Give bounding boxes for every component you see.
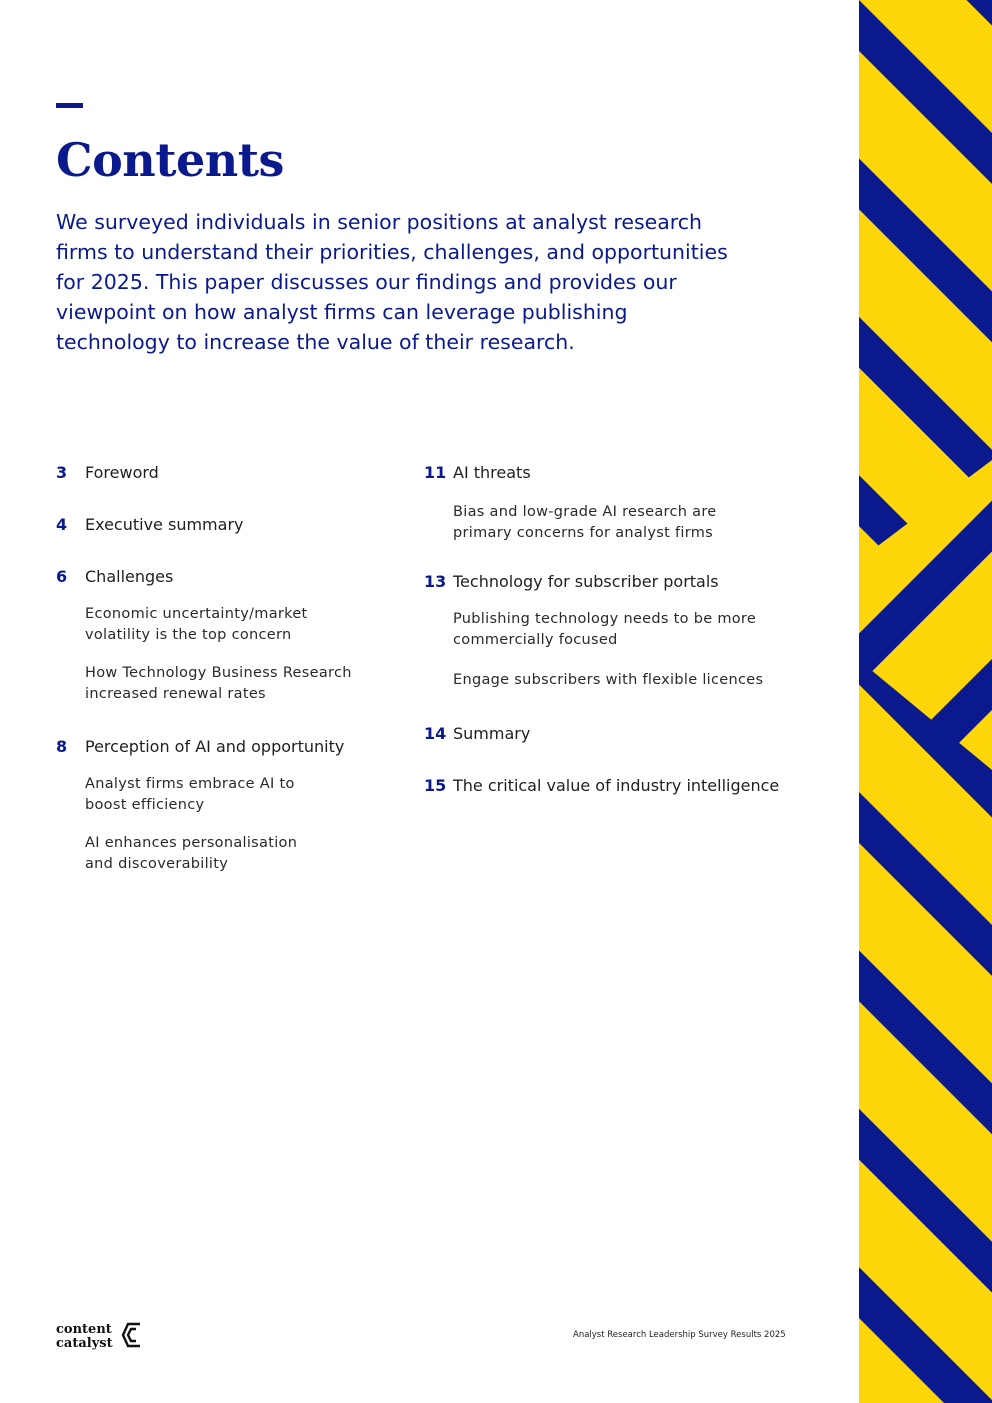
toc-subentry[interactable]: How Technology Business Research increased renewal rates: [85, 665, 352, 702]
toc-entry-label: Summary: [453, 723, 531, 743]
content-catalyst-logo: [56, 1320, 146, 1352]
toc-page-number: 6: [56, 567, 68, 586]
toc-subentry[interactable]: Engage subscribers with flexible licences: [453, 672, 764, 688]
decorative-stripe-pattern: [859, 0, 992, 1403]
toc-entry[interactable]: [56, 512, 386, 538]
logo-text-line1: content: [56, 1322, 112, 1337]
page-title: Contents: [56, 133, 284, 187]
toc-entry-label: The critical value of industry intelligence: [453, 775, 780, 795]
toc-entry[interactable]: [56, 564, 386, 704]
toc-entry-label: Technology for subscriber portals: [453, 572, 719, 591]
toc-entry[interactable]: [424, 569, 814, 691]
toc-page-number: 4: [56, 515, 68, 534]
logo-text-line2: catalyst: [56, 1336, 113, 1351]
toc-page-number: 11: [424, 463, 447, 482]
toc-entry-label: Executive summary: [85, 515, 244, 534]
toc-page-number: 15: [424, 775, 447, 795]
toc-entry-label: Foreword: [85, 463, 159, 482]
toc-column-right: [424, 460, 814, 799]
toc-page-number: 3: [56, 463, 68, 482]
footer-publication-title: Analyst Research Leadership Survey Results 2025: [573, 1330, 786, 1340]
toc-subentry[interactable]: AI enhances personalisation and discoverability: [85, 835, 298, 872]
toc-subentry[interactable]: Bias and low-grade AI research are primary concerns for analyst firms: [453, 504, 717, 541]
toc-entry-label: Perception of AI and opportunity: [85, 737, 345, 756]
toc-entry[interactable]: [56, 460, 386, 486]
toc-entry[interactable]: [424, 721, 814, 747]
title-accent-bar: [56, 103, 83, 108]
toc-entry-label: AI threats: [453, 463, 531, 482]
toc-entry[interactable]: [424, 773, 814, 799]
toc-column-left: [56, 460, 386, 874]
toc-entry[interactable]: [56, 734, 386, 874]
toc-page-number: 13: [424, 572, 447, 591]
toc-page-number: 14: [424, 723, 447, 743]
toc-subentry[interactable]: Economic uncertainty/market volatility is the top concern: [85, 606, 308, 643]
toc-subentry[interactable]: Analyst firms embrace AI to boost efficiency: [85, 776, 295, 813]
toc-entry-label: Challenges: [85, 567, 174, 586]
toc-subentry[interactable]: Publishing technology needs to be more commercially focused: [453, 611, 757, 648]
toc-page-number: 8: [56, 737, 68, 756]
toc-entry[interactable]: [424, 460, 814, 543]
intro-paragraph: We surveyed individuals in senior positions at analyst research firms to understand their priorities, challenges, and opportunities for 2025. This paper discusses our findings and provides our viewpoint on how analyst firms can leverage publishing technology to increase the value of their research.: [56, 210, 728, 354]
